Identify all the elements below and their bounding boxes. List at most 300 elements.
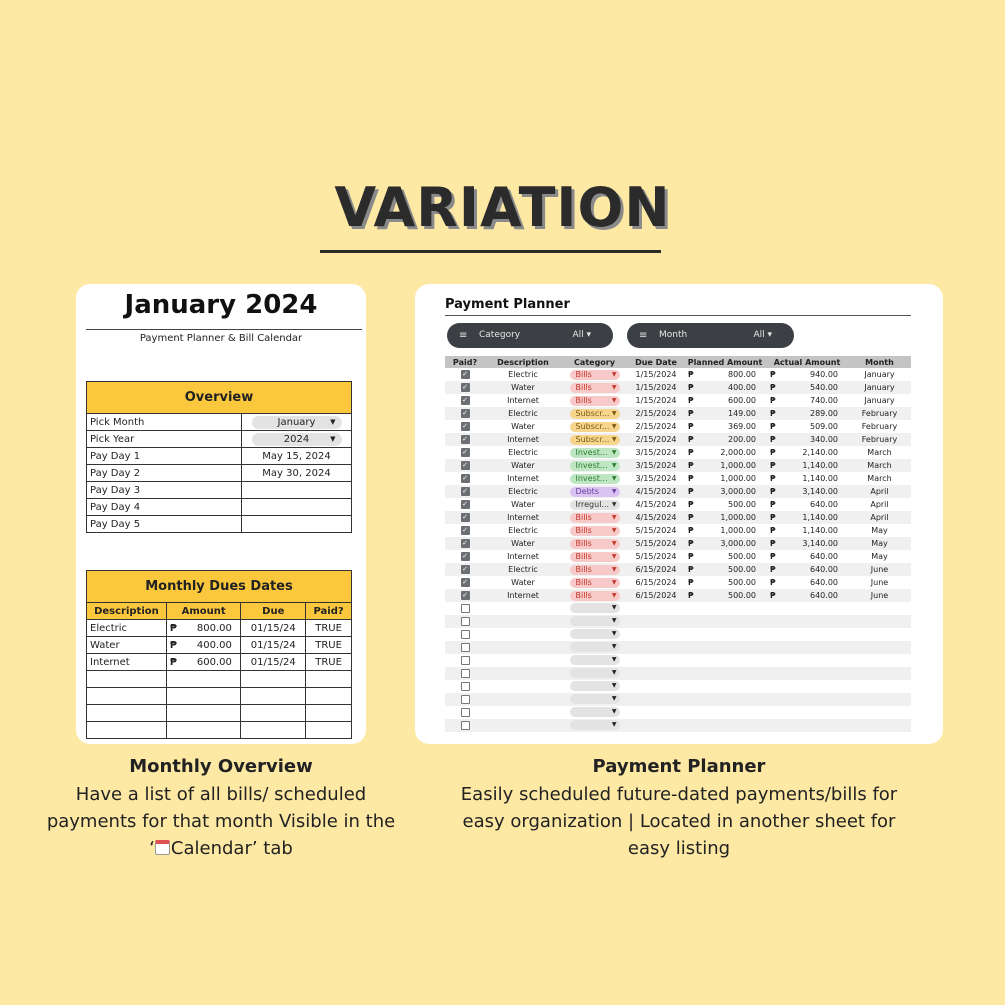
paid-checkbox[interactable]: ✓ xyxy=(462,435,468,443)
planner-due-date: 2/15/2024 xyxy=(628,433,684,446)
currency-symbol: ₱ xyxy=(770,396,776,405)
month-filter-value[interactable]: All ▾ xyxy=(753,330,772,340)
overview-value-cell xyxy=(242,499,352,516)
currency-symbol: ₱ xyxy=(688,578,694,587)
category-cell xyxy=(561,446,628,459)
chevron-down-icon: ▼ xyxy=(611,720,617,728)
currency-symbol: ₱ xyxy=(770,409,776,418)
category-dropdown[interactable] xyxy=(570,396,620,406)
empty-cell[interactable] xyxy=(485,628,561,641)
planner-due-date: 5/15/2024 xyxy=(628,537,684,550)
planner-month: March xyxy=(848,459,911,472)
category-dropdown[interactable] xyxy=(570,448,620,458)
empty-cell[interactable] xyxy=(766,680,848,693)
title-divider xyxy=(445,315,911,316)
category-label: Bills xyxy=(575,564,592,574)
category-dropdown[interactable] xyxy=(570,383,620,393)
headline: VARIATION xyxy=(334,176,671,239)
planned-amount-cell xyxy=(684,524,766,537)
currency-symbol: ₱ xyxy=(770,565,776,574)
paid-cell xyxy=(445,693,485,706)
overview-row xyxy=(87,414,352,431)
chevron-down-icon: ▼ xyxy=(611,629,617,637)
category-cell xyxy=(561,485,628,498)
category-cell xyxy=(561,576,628,589)
currency-symbol: ₱ xyxy=(770,422,776,431)
empty-cell[interactable] xyxy=(628,680,684,693)
category-cell xyxy=(561,602,628,615)
actual-amount-cell xyxy=(766,576,848,589)
empty-cell[interactable] xyxy=(848,628,911,641)
empty-cell[interactable] xyxy=(485,641,561,654)
planned-amount-cell xyxy=(684,381,766,394)
paid-checkbox[interactable] xyxy=(461,721,470,730)
empty-cell[interactable] xyxy=(628,667,684,680)
planned-amount-cell xyxy=(684,485,766,498)
overview-table xyxy=(86,381,352,533)
planner-row xyxy=(445,524,911,537)
chevron-down-icon: ▼ xyxy=(611,513,617,521)
empty-cell[interactable] xyxy=(766,667,848,680)
empty-cell[interactable] xyxy=(485,719,561,732)
calendar-title: January 2024 xyxy=(124,290,318,320)
currency-symbol: ₱ xyxy=(688,539,694,548)
category-dropdown[interactable] xyxy=(570,461,620,471)
category-dropdown[interactable] xyxy=(570,565,620,575)
empty-cell[interactable] xyxy=(684,680,766,693)
currency-symbol: ₱ xyxy=(770,461,776,470)
category-dropdown[interactable] xyxy=(570,487,620,497)
currency-symbol: ₱ xyxy=(688,435,694,444)
empty-cell[interactable] xyxy=(485,615,561,628)
empty-cell[interactable] xyxy=(628,628,684,641)
paid-checkbox[interactable]: ✓ xyxy=(462,396,468,404)
chevron-down-icon: ▼ xyxy=(611,603,617,611)
category-dropdown[interactable] xyxy=(570,500,620,510)
planner-due-date: 1/15/2024 xyxy=(635,396,677,405)
actual-amount: 1,140.00 xyxy=(802,461,838,470)
paid-checkbox[interactable]: ✓ xyxy=(462,578,468,586)
empty-cell[interactable] xyxy=(684,602,766,615)
empty-cell[interactable] xyxy=(628,706,684,719)
empty-cell[interactable] xyxy=(684,719,766,732)
category-dropdown[interactable] xyxy=(570,707,620,717)
dues-due-date: 01/15/24 xyxy=(241,620,306,637)
paid-checkbox[interactable] xyxy=(461,708,470,717)
planner-empty-row xyxy=(445,693,911,706)
currency-symbol: ₱ xyxy=(688,591,694,600)
paid-cell xyxy=(445,407,485,420)
empty-cell[interactable] xyxy=(766,654,848,667)
category-dropdown[interactable] xyxy=(570,616,620,626)
empty-cell[interactable] xyxy=(166,705,241,722)
empty-cell[interactable] xyxy=(306,688,352,705)
payment-planner-caption-title: Payment Planner xyxy=(592,756,766,777)
empty-cell[interactable] xyxy=(87,688,167,705)
empty-cell[interactable] xyxy=(306,671,352,688)
paid-checkbox[interactable] xyxy=(461,695,470,704)
actual-amount-cell xyxy=(766,485,848,498)
planned-amount-cell xyxy=(684,550,766,563)
paid-checkbox[interactable] xyxy=(461,604,470,613)
planner-row xyxy=(445,368,911,381)
category-dropdown[interactable] xyxy=(570,642,620,652)
paid-checkbox[interactable]: ✓ xyxy=(462,383,468,391)
planner-row xyxy=(445,433,911,446)
payment-planner-title: Payment Planner xyxy=(445,297,570,312)
empty-cell[interactable] xyxy=(684,615,766,628)
paid-cell xyxy=(445,485,485,498)
empty-cell[interactable] xyxy=(628,719,684,732)
category-label: Invest... xyxy=(575,447,608,457)
chevron-down-icon: ▼ xyxy=(611,422,617,430)
planned-amount-cell xyxy=(684,433,766,446)
dues-row xyxy=(87,620,352,637)
planned-amount-cell xyxy=(684,589,766,602)
paid-cell xyxy=(445,459,485,472)
planned-amount-cell xyxy=(684,563,766,576)
overview-row xyxy=(87,499,352,516)
category-cell xyxy=(561,472,628,485)
empty-cell[interactable] xyxy=(485,680,561,693)
empty-cell[interactable] xyxy=(485,602,561,615)
planner-month: February xyxy=(848,433,911,446)
empty-cell[interactable] xyxy=(848,693,911,706)
planner-empty-row xyxy=(445,654,911,667)
planner-due-date: 6/15/2024 xyxy=(635,578,677,587)
empty-cell[interactable] xyxy=(628,602,684,615)
category-cell xyxy=(561,641,628,654)
planned-amount: 500.00 xyxy=(728,591,756,600)
planner-due-date: 5/15/2024 xyxy=(635,552,677,561)
currency-symbol: ₱ xyxy=(770,578,776,587)
chevron-down-icon: ▼ xyxy=(611,681,617,689)
currency-symbol: ₱ xyxy=(770,500,776,509)
paid-checkbox[interactable]: ✓ xyxy=(462,552,468,560)
actual-amount: 2,140.00 xyxy=(802,448,838,457)
empty-cell[interactable] xyxy=(766,693,848,706)
actual-amount-cell xyxy=(766,498,848,511)
overview-row xyxy=(87,482,352,499)
empty-cell[interactable] xyxy=(166,671,241,688)
planner-row xyxy=(445,511,911,524)
planned-amount-cell xyxy=(684,498,766,511)
caption-text-part: Have a list of all bills/ scheduled payments for that month Visible in the ‘ xyxy=(46,784,396,859)
overview-value-cell xyxy=(242,516,352,533)
currency-symbol: ₱ xyxy=(770,539,776,548)
empty-cell[interactable] xyxy=(848,602,911,615)
category-cell xyxy=(561,589,628,602)
paid-checkbox[interactable] xyxy=(461,643,470,652)
dues-empty-row xyxy=(87,671,352,688)
category-label: Subscr... xyxy=(575,408,610,418)
category-filter-label: Category xyxy=(479,330,521,340)
paid-checkbox[interactable]: ✓ xyxy=(462,448,468,456)
empty-cell[interactable] xyxy=(848,680,911,693)
monthly-overview-caption-body xyxy=(46,781,396,862)
overview-label: Pay Day 4 xyxy=(87,499,242,516)
paid-cell xyxy=(445,394,485,407)
empty-cell[interactable] xyxy=(684,693,766,706)
dues-amount-cell xyxy=(166,620,241,637)
planner-empty-row xyxy=(445,628,911,641)
category-dropdown[interactable] xyxy=(570,629,620,639)
empty-cell[interactable] xyxy=(87,705,167,722)
empty-cell[interactable] xyxy=(241,671,306,688)
empty-cell[interactable] xyxy=(628,615,684,628)
dropdown-value: January xyxy=(277,416,316,428)
chevron-down-icon: ▼ xyxy=(611,383,617,391)
empty-cell[interactable] xyxy=(87,671,167,688)
planner-due-date: 6/15/2024 xyxy=(628,589,684,602)
empty-cell[interactable] xyxy=(241,705,306,722)
chevron-down-icon: ▼ xyxy=(611,694,617,702)
dropdown-value: 2024 xyxy=(283,433,310,445)
category-label: Subscr... xyxy=(575,434,610,444)
empty-cell[interactable] xyxy=(766,706,848,719)
overview-dropdown[interactable] xyxy=(252,416,342,429)
empty-cell[interactable] xyxy=(241,688,306,705)
dues-description: Water xyxy=(87,637,167,654)
actual-amount-cell xyxy=(766,433,848,446)
empty-cell[interactable] xyxy=(766,641,848,654)
actual-amount: 640.00 xyxy=(810,591,838,600)
planner-column-header: Actual Amount xyxy=(766,356,848,368)
category-dropdown[interactable] xyxy=(570,539,620,549)
category-cell xyxy=(561,615,628,628)
paid-cell xyxy=(445,433,485,446)
overview-value-cell[interactable] xyxy=(242,431,352,448)
chevron-down-icon: ▼ xyxy=(611,591,617,599)
planner-description: Internet xyxy=(507,552,539,561)
category-dropdown[interactable] xyxy=(570,435,620,445)
category-dropdown[interactable] xyxy=(570,526,620,536)
planner-row xyxy=(445,537,911,550)
planner-description: Internet xyxy=(507,396,539,405)
payment-planner-card xyxy=(415,284,943,744)
planned-amount: 1,000.00 xyxy=(720,526,756,535)
empty-cell[interactable] xyxy=(684,641,766,654)
planner-due-date: 3/15/2024 xyxy=(635,474,677,483)
planner-description: Electric xyxy=(485,485,561,498)
planner-month: February xyxy=(861,422,898,431)
dues-row xyxy=(87,637,352,654)
category-filter[interactable] xyxy=(447,323,613,348)
planner-empty-row xyxy=(445,602,911,615)
paid-checkbox[interactable]: ✓ xyxy=(462,591,468,599)
actual-amount-cell xyxy=(766,459,848,472)
empty-cell[interactable] xyxy=(766,602,848,615)
planner-column-header: Planned Amount xyxy=(684,356,766,368)
planner-description: Water xyxy=(511,422,535,431)
currency-symbol: ₱ xyxy=(688,565,694,574)
paid-checkbox[interactable] xyxy=(461,617,470,626)
actual-amount: 1,140.00 xyxy=(802,513,838,522)
actual-amount: 1,140.00 xyxy=(802,526,838,535)
paid-checkbox[interactable]: ✓ xyxy=(462,474,468,482)
chevron-down-icon: ▼ xyxy=(611,642,617,650)
planner-row xyxy=(445,563,911,576)
empty-cell[interactable] xyxy=(87,722,167,739)
category-cell xyxy=(561,381,628,394)
dues-description: Internet xyxy=(87,654,167,671)
planned-amount-cell xyxy=(684,511,766,524)
empty-cell[interactable] xyxy=(848,654,911,667)
actual-amount: 940.00 xyxy=(810,370,838,379)
paid-checkbox[interactable]: ✓ xyxy=(462,513,468,521)
dues-amount: 600.00 xyxy=(196,656,232,668)
empty-cell[interactable] xyxy=(485,667,561,680)
currency-symbol: ₱ xyxy=(770,435,776,444)
paid-checkbox[interactable]: ✓ xyxy=(462,565,468,573)
category-dropdown[interactable] xyxy=(570,513,620,523)
paid-cell xyxy=(445,563,485,576)
empty-cell[interactable] xyxy=(848,667,911,680)
actual-amount-cell xyxy=(766,368,848,381)
category-dropdown[interactable] xyxy=(570,720,620,730)
planned-amount: 3,000.00 xyxy=(720,539,756,548)
planner-row xyxy=(445,407,911,420)
dues-header-row xyxy=(87,603,352,620)
empty-cell[interactable] xyxy=(485,706,561,719)
actual-amount-cell xyxy=(766,524,848,537)
category-dropdown[interactable] xyxy=(570,552,620,562)
actual-amount: 640.00 xyxy=(810,500,838,509)
empty-cell[interactable] xyxy=(628,654,684,667)
paid-checkbox[interactable]: ✓ xyxy=(462,526,468,534)
planner-month: May xyxy=(848,537,911,550)
empty-cell[interactable] xyxy=(848,706,911,719)
paid-cell xyxy=(445,641,485,654)
filter-icon: ≡ xyxy=(639,330,648,341)
category-dropdown[interactable] xyxy=(570,578,620,588)
overview-row xyxy=(87,448,352,465)
paid-cell xyxy=(445,589,485,602)
category-cell xyxy=(561,407,628,420)
paid-checkbox[interactable]: ✓ xyxy=(462,409,468,417)
category-cell xyxy=(561,394,628,407)
category-dropdown[interactable] xyxy=(570,591,620,601)
title-divider xyxy=(86,329,362,330)
category-dropdown[interactable] xyxy=(570,474,620,484)
empty-cell[interactable] xyxy=(766,628,848,641)
empty-cell[interactable] xyxy=(241,722,306,739)
overview-value-cell[interactable] xyxy=(242,414,352,431)
planner-description: Internet xyxy=(485,511,561,524)
planner-description: Internet xyxy=(507,474,539,483)
empty-cell[interactable] xyxy=(485,693,561,706)
chevron-down-icon: ▼ xyxy=(611,370,617,378)
planner-due-date: 2/15/2024 xyxy=(635,422,677,431)
category-label: Invest... xyxy=(575,473,608,483)
paid-checkbox[interactable]: ✓ xyxy=(462,422,468,430)
category-label: Bills xyxy=(575,369,592,379)
planner-row xyxy=(445,498,911,511)
empty-cell[interactable] xyxy=(684,628,766,641)
empty-cell[interactable] xyxy=(306,722,352,739)
empty-cell[interactable] xyxy=(684,667,766,680)
paid-checkbox[interactable]: ✓ xyxy=(462,539,468,547)
chevron-down-icon: ▼ xyxy=(611,461,617,469)
paid-checkbox[interactable] xyxy=(461,682,470,691)
empty-cell[interactable] xyxy=(485,654,561,667)
empty-cell[interactable] xyxy=(306,705,352,722)
paid-cell xyxy=(445,446,485,459)
overview-dropdown[interactable] xyxy=(252,433,342,446)
dues-column-header: Amount xyxy=(166,603,241,620)
paid-checkbox[interactable]: ✓ xyxy=(462,500,468,508)
category-dropdown[interactable] xyxy=(570,370,620,380)
month-filter[interactable] xyxy=(627,323,794,348)
planner-due-date: 2/15/2024 xyxy=(628,407,684,420)
planner-month: January xyxy=(864,396,895,405)
paid-cell xyxy=(445,680,485,693)
dues-amount-cell xyxy=(166,654,241,671)
empty-cell[interactable] xyxy=(766,719,848,732)
planned-amount: 500.00 xyxy=(728,552,756,561)
empty-cell[interactable] xyxy=(628,693,684,706)
empty-cell[interactable] xyxy=(166,722,241,739)
empty-cell[interactable] xyxy=(166,688,241,705)
empty-cell[interactable] xyxy=(684,654,766,667)
actual-amount: 740.00 xyxy=(810,396,838,405)
actual-amount-cell xyxy=(766,537,848,550)
planner-row xyxy=(445,446,911,459)
category-dropdown[interactable] xyxy=(570,422,620,432)
planner-description: Electric xyxy=(508,526,538,535)
category-label: Bills xyxy=(575,512,592,522)
category-cell xyxy=(561,433,628,446)
filter-value-text: All xyxy=(572,330,584,340)
category-dropdown[interactable] xyxy=(570,681,620,691)
empty-cell[interactable] xyxy=(848,641,911,654)
paid-checkbox[interactable]: ✓ xyxy=(462,461,468,469)
dues-empty-row xyxy=(87,722,352,739)
chevron-down-icon: ▼ xyxy=(611,616,617,624)
paid-checkbox[interactable] xyxy=(461,630,470,639)
currency-symbol: ₱ xyxy=(688,448,694,457)
empty-cell[interactable] xyxy=(628,641,684,654)
category-cell xyxy=(561,511,628,524)
planned-amount: 1,000.00 xyxy=(720,474,756,483)
paid-cell xyxy=(445,550,485,563)
category-dropdown[interactable] xyxy=(570,694,620,704)
empty-cell[interactable] xyxy=(848,719,911,732)
paid-checkbox[interactable]: ✓ xyxy=(462,487,468,495)
paid-checkbox[interactable] xyxy=(461,656,470,665)
empty-cell[interactable] xyxy=(848,615,911,628)
category-dropdown[interactable] xyxy=(570,603,620,613)
chevron-down-icon: ▼ xyxy=(611,409,617,417)
empty-cell[interactable] xyxy=(684,706,766,719)
overview-label: Pick Year xyxy=(87,431,242,448)
category-dropdown[interactable] xyxy=(570,655,620,665)
actual-amount-cell xyxy=(766,589,848,602)
empty-cell[interactable] xyxy=(766,615,848,628)
paid-cell xyxy=(445,420,485,433)
planner-empty-row xyxy=(445,719,911,732)
paid-checkbox[interactable] xyxy=(461,669,470,678)
paid-checkbox[interactable]: ✓ xyxy=(462,370,468,378)
planner-month: January xyxy=(864,370,895,379)
planner-empty-row xyxy=(445,615,911,628)
category-cell xyxy=(561,693,628,706)
planner-row xyxy=(445,420,911,433)
category-dropdown[interactable] xyxy=(570,668,620,678)
category-filter-value[interactable]: All ▾ xyxy=(572,330,591,340)
overview-heading: Overview xyxy=(87,382,352,414)
category-dropdown[interactable] xyxy=(570,409,620,419)
